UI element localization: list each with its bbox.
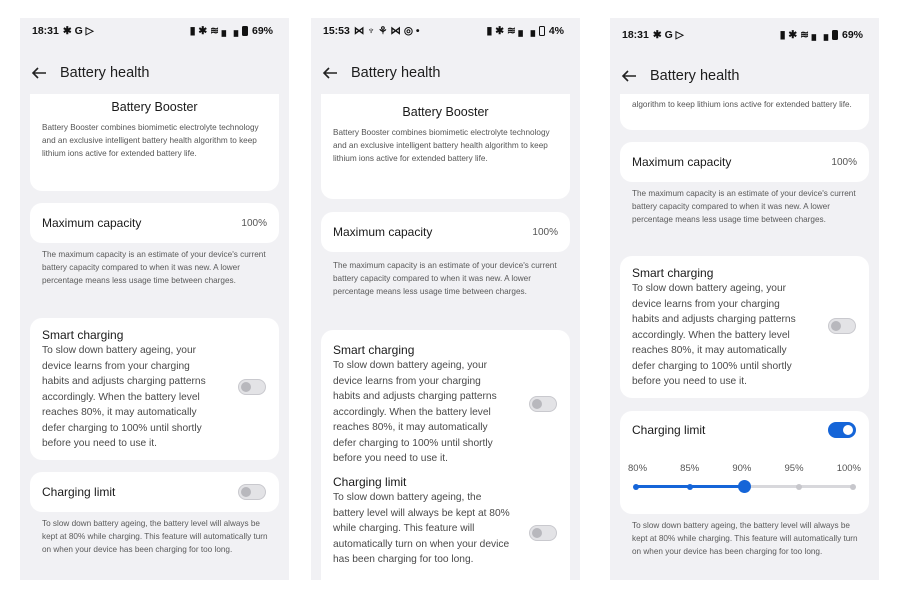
scale-label-95: 95% xyxy=(784,463,804,474)
phone-screen-3 xyxy=(610,18,879,580)
back-arrow-icon[interactable] xyxy=(30,64,48,82)
charging-limit-slider[interactable] xyxy=(636,485,853,488)
battery-percent: 4% xyxy=(548,25,564,37)
smart-charging-toggle[interactable] xyxy=(529,396,557,412)
scale-label-80: 80% xyxy=(628,463,648,474)
page-title: Battery health xyxy=(60,65,150,81)
status-bar xyxy=(20,18,289,44)
slider-step-95[interactable] xyxy=(796,484,802,490)
charging-limit-card[interactable] xyxy=(620,411,869,514)
maximum-capacity-card[interactable] xyxy=(620,142,869,182)
charging-limit-label: Charging limit xyxy=(42,485,116,499)
scale-label-100: 100% xyxy=(836,463,861,474)
battery-booster-description: Battery Booster combines biomimetic electrolyte technology and an exclusive intelligent battery health algorithm to keep lithium ions active for extended battery life. xyxy=(333,128,550,163)
signal-icons: ▮ ✱ ≋ ▖▗ xyxy=(486,25,535,37)
smart-charging-description: To slow down battery ageing, your device learns from your charging habits and adjusts charging patterns accordingly. When the battery level reaches 80%, it may automatically defer charging to 100% until shortly before you need to use it. xyxy=(42,345,206,449)
app-bar xyxy=(311,58,580,88)
maximum-capacity-label: Maximum capacity xyxy=(42,216,142,230)
charging-limit-section[interactable] xyxy=(333,475,510,568)
phone-screen-2 xyxy=(311,18,580,580)
charging-limit-note: To slow down battery ageing, the battery level will always be kept at 80% while charging. This feature will automatically turn on when your device has been charging for too long. xyxy=(42,519,268,554)
scale-label-90: 90% xyxy=(732,463,752,474)
battery-booster-card xyxy=(30,94,279,191)
smart-charging-toggle[interactable] xyxy=(238,379,266,395)
settings-list[interactable] xyxy=(620,94,869,580)
charging-limit-toggle[interactable] xyxy=(828,422,856,438)
smart-charging-card[interactable] xyxy=(321,330,570,580)
maximum-capacity-note: The maximum capacity is an estimate of your device's current battery capacity compared to when it was new. A lower percentage means less usage time between charges. xyxy=(632,189,856,224)
status-bar xyxy=(311,18,580,44)
battery-booster-card xyxy=(620,94,869,130)
settings-list[interactable] xyxy=(321,94,570,580)
maximum-capacity-card[interactable] xyxy=(30,203,279,243)
page-title: Battery health xyxy=(650,68,740,84)
maximum-capacity-note: The maximum capacity is an estimate of your device's current battery capacity compared to when it was new. A lower percentage means less usage time between charges. xyxy=(42,250,266,285)
status-icons: ✱ G ▷ xyxy=(62,25,94,37)
charging-limit-scale xyxy=(628,463,861,474)
status-time: 18:31 xyxy=(622,29,649,41)
battery-booster-description: algorithm to keep lithium ions active for extended battery life. xyxy=(632,100,852,110)
smart-charging-label: Smart charging xyxy=(632,266,714,280)
battery-percent: 69% xyxy=(841,29,863,41)
charging-limit-note: To slow down battery ageing, the battery level will always be kept at 80% while charging. This feature will automatically turn on when your device has been charging for too long. xyxy=(632,521,858,556)
battery-booster-title: Battery Booster xyxy=(402,105,489,119)
smart-charging-card[interactable] xyxy=(30,318,279,460)
charging-limit-toggle[interactable] xyxy=(529,525,557,541)
status-time: 18:31 xyxy=(32,25,59,37)
slider-step-100[interactable] xyxy=(850,484,856,490)
charging-limit-label: Charging limit xyxy=(632,423,706,437)
app-bar xyxy=(610,61,879,91)
maximum-capacity-note: The maximum capacity is an estimate of your device's current battery capacity compared to when it was new. A lower percentage means less usage time between charges. xyxy=(333,261,557,296)
charging-limit-card[interactable] xyxy=(30,472,279,512)
signal-icons: ▮ ✱ ≋ ▖▗ xyxy=(189,25,238,37)
battery-icon xyxy=(242,26,248,36)
battery-booster-card xyxy=(321,94,570,199)
battery-percent: 69% xyxy=(251,25,273,37)
status-time: 15:53 xyxy=(323,25,350,37)
signal-icons: ▮ ✱ ≋ ▖▗ xyxy=(779,29,828,41)
charging-limit-description: To slow down battery ageing, the battery level will always be kept at 80% while charging. This feature will automatically turn on when your device has been charging for too long. xyxy=(333,492,510,565)
maximum-capacity-label: Maximum capacity xyxy=(333,225,433,239)
smart-charging-label: Smart charging xyxy=(42,328,124,342)
maximum-capacity-label: Maximum capacity xyxy=(632,155,732,169)
charging-limit-toggle[interactable] xyxy=(238,484,266,500)
app-bar xyxy=(20,58,289,88)
slider-step-85[interactable] xyxy=(687,484,693,490)
maximum-capacity-value: 100% xyxy=(241,217,267,229)
maximum-capacity-value: 100% xyxy=(532,226,558,238)
smart-charging-toggle[interactable] xyxy=(828,318,856,334)
back-arrow-icon[interactable] xyxy=(620,67,638,85)
slider-thumb[interactable] xyxy=(738,480,751,493)
smart-charging-card[interactable] xyxy=(620,256,869,398)
status-icons: ⋈ ♆ ⚘ ⋈ ◎ • xyxy=(353,25,420,37)
settings-list[interactable] xyxy=(30,94,279,580)
battery-booster-description: Battery Booster combines biomimetic electrolyte technology and an exclusive intelligent battery health algorithm to keep lithium ions active for extended battery life. xyxy=(42,123,259,158)
status-bar xyxy=(610,22,879,48)
status-icons: ✱ G ▷ xyxy=(652,29,684,41)
maximum-capacity-value: 100% xyxy=(831,156,857,168)
maximum-capacity-card[interactable] xyxy=(321,212,570,252)
battery-icon xyxy=(539,26,545,36)
slider-step-80[interactable] xyxy=(633,484,639,490)
charging-limit-label: Charging limit xyxy=(333,475,407,489)
back-arrow-icon[interactable] xyxy=(321,64,339,82)
smart-charging-label: Smart charging xyxy=(333,343,415,357)
phone-screen-1 xyxy=(20,18,289,580)
battery-booster-title: Battery Booster xyxy=(111,100,198,114)
battery-icon xyxy=(832,30,838,40)
page-title: Battery health xyxy=(351,65,441,81)
smart-charging-description: To slow down battery ageing, your device learns from your charging habits and adjusts charging patterns accordingly. When the battery level reaches 80%, it may automatically defer charging to 100% until shortly before you need to use it. xyxy=(333,360,497,464)
scale-label-85: 85% xyxy=(680,463,700,474)
smart-charging-description: To slow down battery ageing, your device learns from your charging habits and adjusts charging patterns accordingly. When the battery level reaches 80%, it may automatically defer charging to 100% until shortly before you need to use it. xyxy=(632,283,796,387)
